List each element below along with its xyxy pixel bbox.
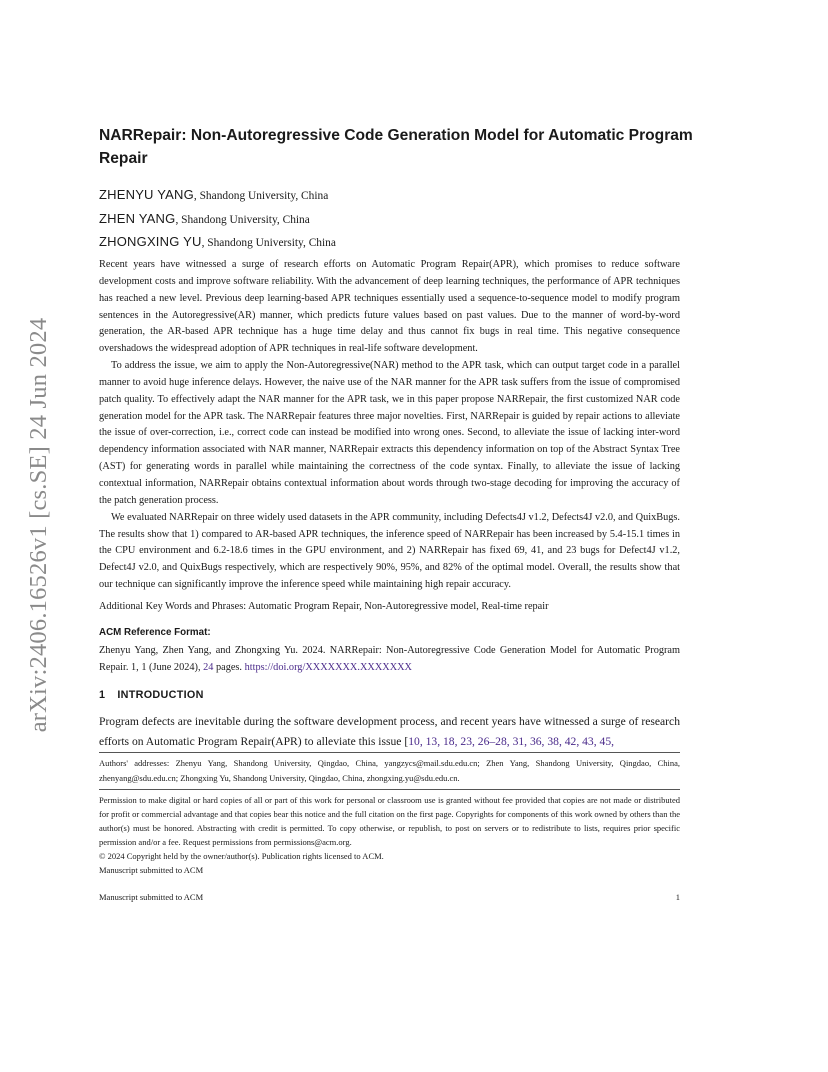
section-title: INTRODUCTION <box>117 689 204 701</box>
permission-divider <box>99 789 680 790</box>
acm-reference-text <box>99 643 680 677</box>
acm-reference-block <box>99 625 680 677</box>
arxiv-sidebar-stamp <box>18 290 60 760</box>
keywords: Additional Key Words and Phrases: Automatic Program Repair, Non-Autoregressive model, Real-time repair <box>99 600 549 612</box>
author-entry <box>99 208 699 232</box>
author-list <box>99 184 699 255</box>
abstract-paragraph: We evaluated NARRepair on three widely used datasets in the APR community, including Defects4J v1.2, Defects4J v2.0, and QuixBugs. The results show that 1) compared to AR-based APR techniques, the inference speed of NARRepair has been increased by 5.4-15.1 times in the CPU environment and 6.2-18.6 times in the GPU environment, and 2) NARRepair has fixed 69, 41, and 23 bugs for Defect4J v1.2, Defect4J v2.0, and QuixBugs respectively, which are respectively 90%, 95%, and 82% of the optimal model. Overall, the results show that our technique can significantly improve the inference speed while maintaining high repair accuracy. <box>99 511 680 591</box>
arxiv-identifier: arXiv:2406.16526v1 [cs.SE] 24 Jun 2024 <box>25 317 52 733</box>
page-number: 1 <box>675 892 680 902</box>
intro-paragraph <box>99 712 680 752</box>
author-entry <box>99 184 699 208</box>
author-name: ZHEN YANG <box>99 210 176 226</box>
footnote-divider <box>99 752 680 753</box>
author-affiliation: , Shandong University, China <box>201 237 336 250</box>
manuscript-note: Manuscript submitted to ACM <box>99 865 204 875</box>
page-count-link[interactable]: 24 <box>203 661 214 673</box>
acm-reference-label: ACM Reference Format: <box>99 627 211 638</box>
section-number: 1 <box>99 689 106 701</box>
page-footer <box>99 892 680 902</box>
citation-links[interactable]: 10, 13, 18, 23, 26–28, 31, 36, 38, 42, 43, 45, <box>408 735 615 748</box>
permission-text: Permission to make digital or hard copies of all or part of this work for personal or classroom use is granted without fee provided that copies are not made or distributed for profit or commercial advantage and that copies bear this notice and the full citation on the first page. Copyrights for components of this work owned by others than the author(s) must be honored. Abstracting with credit is permitted. To copy otherwise, or republish, to post on servers or to redistribute to lists, requires prior specific permission and/or a fee. Request permissions from permissions@acm.org. <box>99 795 680 847</box>
author-affiliation: , Shandong University, China <box>175 213 310 226</box>
abstract-paragraph: To address the issue, we aim to apply the Non-Autoregressive(NAR) method to the APR task, which can output target code in a parallel manner to avoid huge inference delays. However, the naive use of the NAR manner for the APR task suffers from the issue of compromised patch quality. To effectively adapt the NAR manner for the APR task, we in this paper propose NARRepair, the first customized NAR code generation model for the APR task. The NARRepair features three major novelties. First, NARRepair is guided by repair actions to alleviate the issue of over-correction, i.e., correct code can instead be modified into wrong ones. Second, to alleviate the issue of lacking inter-word dependency information associated with NAR manner, NARRepair extracts this dependency information on top of the Abstract Syntax Tree (AST) for generating words in parallel while maintaining the correctness of the code syntax. Finally, to alleviate the issue of lacking contextual information, NARRepair obtains contextual information about words through two-stage decoding for improving the accuracy of the patch generation process. <box>99 360 680 506</box>
abstract-paragraph: Recent years have witnessed a surge of research efforts on Automatic Program Repair(APR), which promises to reduce software development costs and improve software reliability. With the advancement of deep learning techniques, the performance of APR techniques has reached a new level. Previous deep learning-based APR techniques essentially used a sequence-to-sequence model to modify program sentences in the Autoregressive(AR) manner, which predicts future values based on past values. Due to the manner of word-by-word generation, the AR-based APR technique has a huge time delay and thus cannot fix bugs in real time. This negative consequence overshadows the widespread adoption of APR techniques in real-life software development. <box>99 259 680 355</box>
paper-title: NARRepair: Non-Autoregressive Code Generation Model for Automatic Program Repair <box>99 127 693 167</box>
author-name: ZHONGXING YU <box>99 234 202 250</box>
author-affiliation: , Shandong University, China <box>193 190 329 202</box>
abstract <box>99 257 680 616</box>
introduction-text <box>99 712 680 752</box>
doi-link[interactable]: https://doi.org/XXXXXXX.XXXXXXX <box>244 661 412 673</box>
pages-suffix: pages. <box>213 661 245 673</box>
footer-manuscript-label: Manuscript submitted to ACM <box>99 892 204 902</box>
section-heading <box>99 689 204 701</box>
authors-addresses-footnote: Authors' addresses: Zhenyu Yang, Shandong University, Qingdao, China, yangzycs@mail.sdu.edu.cn; Zhen Yang, Shandong University, Qingdao, China, zhenyang@sdu.edu.cn; Zhongxing Yu, Shandong University, Qingdao, China, zhongxing.yu@sdu.edu.cn. <box>99 758 680 783</box>
author-name: ZHENYU YANG <box>99 187 194 202</box>
acm-reference-citation: Zhenyu Yang, Zhen Yang, and Zhongxing Yu. 2024. NARRepair: Non-Autoregressive Code Generation Model for Automatic Program Repair. 1, 1 (June 2024), <box>99 645 680 673</box>
copyright-line: © 2024 Copyright held by the owner/author(s). Publication rights licensed to ACM. <box>99 851 384 861</box>
intro-sentence: Program defects are inevitable during the software development process, and recent years have witnessed a surge of research efforts on Automatic Program Repair(APR) to alleviate this issue [ <box>99 715 680 748</box>
permission-notice <box>99 793 680 877</box>
author-entry <box>99 231 699 255</box>
